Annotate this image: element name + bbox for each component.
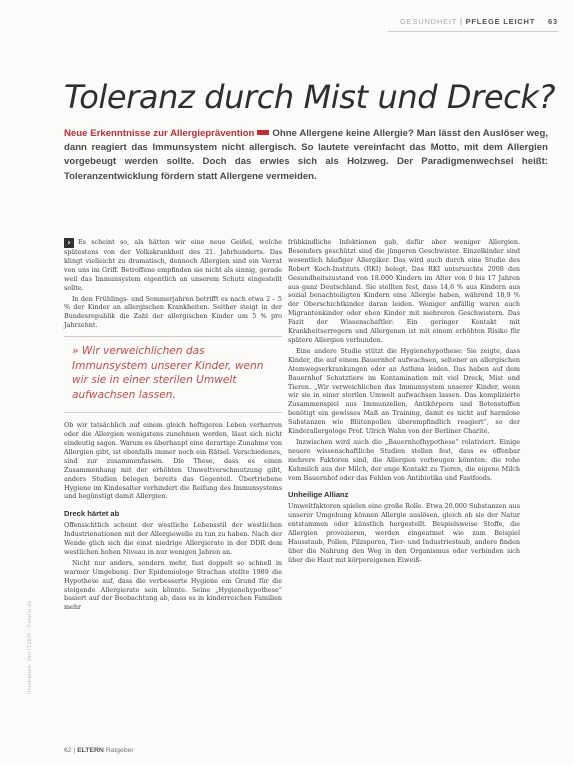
subheading: Unheilige Allianz bbox=[288, 490, 349, 500]
lead-square-marker bbox=[257, 130, 269, 135]
page-number: 63 bbox=[548, 17, 558, 26]
header-section: GESUNDHEIT bbox=[400, 17, 458, 26]
footer-section: Ratgeber bbox=[105, 747, 134, 754]
article-title: Toleranz durch Mist und Dreck? bbox=[64, 78, 556, 116]
photo-credit: Illustration: Jan ITZEH · Fotolia.de bbox=[27, 600, 33, 694]
subheading: Dreck härtet ab bbox=[64, 509, 120, 519]
header-rule bbox=[388, 31, 558, 32]
paragraph: In den Frühlings- und Sommerjahren betrifft es nach etwa 2 – 5 % der Kinder an allergischen Krankheiten. Seither steigt in der Bundesrepublik die Zahl der allergischen Kinder um 5 % pro Jahrzehnt. bbox=[64, 294, 282, 330]
lead-text: Ohne Allergene keine Allergie? Man lässt den Auslöser weg, dann reagiert das Immunsystem nicht allergisch. So lautete vereinfacht das Motto, mit dem Allergien vorgebeugt werden sollte. Doch das erwies sich als Holzweg. Der Paradigmenwechsel heißt: Toleranzentwicklung fördern statt Allergene vermeiden. bbox=[64, 128, 548, 182]
paragraph: Inzwischen wird auch die „Bauernhofhypothese“ relativiert. Einige neuere wissenschaftliche Studien stellen fest, dass es offenbar mehrere Faktoren sind, die Allergien vorbeugen könnten: die rohe Kuhmilch aus der Milch, der enge Kontakt zu Tieren, die eigene Milch vom Bauernhof oder das Fehlen von Antibiotika und Fastfoods. bbox=[288, 437, 520, 482]
paragraph: Nicht nur anders, sondern mehr, fast doppelt so schnell in warmer Umgebung. Der Epidemiologe Strachan stellte 1989 die Hypothese auf, dass die verbesserte Hygiene ein Grund für die steigende Allergierate sein könnte. Seine „Hygienehypothese“ basiert auf der Beobachtung ab, dass es in kinderreichen Familien mehr bbox=[64, 558, 282, 612]
header-separator: | bbox=[459, 17, 466, 26]
paragraph: Umweltfaktoren spielen eine große Rolle. Etwa 20.000 Substanzen aus unserer Umgebung können Allergie auslösen, gleich ob sie der Natur entstammen oder künstlich hergestellt. Bespielsweise Stoffe, die Allergien provozieren, werden eingeatmet wie zum Beispiel Hausstaub, Pollen, Pilzsporen, Tier- und Industriestaub, andere finden über die Nahrung den Weg in den Organismus oder verbinden sich über die Haut mit körpereigenen Eiweiß- bbox=[288, 502, 520, 564]
text-column-left bbox=[64, 238, 282, 614]
footer-page-number: 62 bbox=[64, 747, 72, 754]
text-column-right bbox=[288, 238, 520, 567]
pull-quote: » Wir verweichlichen das Immunsystem unserer Kinder, wenn wir sie in einer sterilen Umwelt aufwachsen lassen. bbox=[64, 336, 282, 413]
footer-magazine: ELTERN bbox=[77, 747, 104, 754]
header-subsection: PFLEGE LEICHT bbox=[465, 17, 536, 26]
paragraph: Offensichtlich scheint der westliche Lebensstil der westlichen Industrienationen mit der Allergiewelle zu tun zu haben. Nach der Wende glich sich die einst niedrige Allergierate in der DDR dem westlichen hohen Niveau in nur wenigen Jahren an. bbox=[64, 521, 282, 556]
paragraph: Eine andere Studie stützt die Hygienehypothese: Sie zeigte, dass Kinder, die auf einem Bauernhof aufwachsen, seltener an allergischen Atemwegserkrankungen oder an Asthma leiden. Das haben auf dem Bauernhof Schutztiere im Kontamination mit viel Dreck, Mist und Tieren. „Wir verweichlichen das Immunsystem unserer Kinder, wenn wir sie in einer sterilen Umwelt aufwachsen lassen. Das komplizierte Zusammenspiel aus Immunzellen, Antikörpern und Botenstoffen benötigt ein gewisses Maß an Training, damit es nicht auf harmlose Substanzen wie Blütenpollen überempfindlich reagiert“, so der Kinderallergologe Prof. Ulrich Wahn von der Berliner Charité. bbox=[288, 346, 520, 436]
running-header bbox=[400, 17, 558, 26]
paragraph: › Es scheint so, als hätten wir eine neue Geißel, welche spätestens von der Volkskrankheit des 21. Jahrhunderts. Das klingt vielleicht zu dramatisch, dennoch Allergien sind ein Verrat von uns im Griff. Betroffene empfinden sie nicht als sinnig, gerade weil das Immunsystem eigentlich an unserem Schutz eingestellt sollte. bbox=[64, 238, 282, 292]
lead-kicker: Neue Erkenntnisse zur Allergieprävention bbox=[64, 128, 255, 139]
page-footer bbox=[64, 747, 134, 754]
article-lead bbox=[64, 127, 548, 184]
arrow-right-icon: › bbox=[64, 238, 74, 248]
footer-separator: | bbox=[73, 747, 78, 754]
paragraph: frühkindliche Infektionen gab, dafür aber weniger Allergien. Besonders geschützt sind die jüngeren Geschwister. Einzelkinder sind wesentlich häufiger Allergiker. Das wird auch durch eine Studie des Robert Koch-Instituts (RKI) belegt. Das RKI untersuchte 2008 den Gesundheitszustand von 18.000 Kindern im Alter von 0 bis 17 Jahren aus ganz Deutschland. Sie stellten fest, dass 14,6 % aus Kindern aus sozial benachteiligten Kindern eine Allergie haben, während 18,9 % der Oberschichtkinder daran leiden. Weniger anfällig waren auch Migrantenkinder oder eben Kinder mit mehreren Geschwistern. Das Fazit der Wissenschaftler: Ein geringer Kontakt mit Krankheitserregern und Allergenen ist mit einem erhöhten Risiko für spätere Allergien verbunden. bbox=[288, 238, 520, 344]
paragraph: Ob wir tatsächlich auf einem gleich heftigeren Leben verharren oder die Allergien wenigstens zunehmen werden, lässt sich nicht eindeutig sagen. Warum es überhaupt eine derartige Zunahme von Allergien gibt, ist ebenfalls immer noch ein Rätsel. Verschiedenes, sind zur zusammenfassen. Die These, dass es einen Zusammenhang mit der erhöhten Umweltverschmutzung gibt, anders Studien belegen bereits das Gegenteil. Übertriebene Hygiene im Kindesalter verhindert die Reifung des Immunsystems und begünstigt damit Allergien. bbox=[64, 421, 282, 501]
